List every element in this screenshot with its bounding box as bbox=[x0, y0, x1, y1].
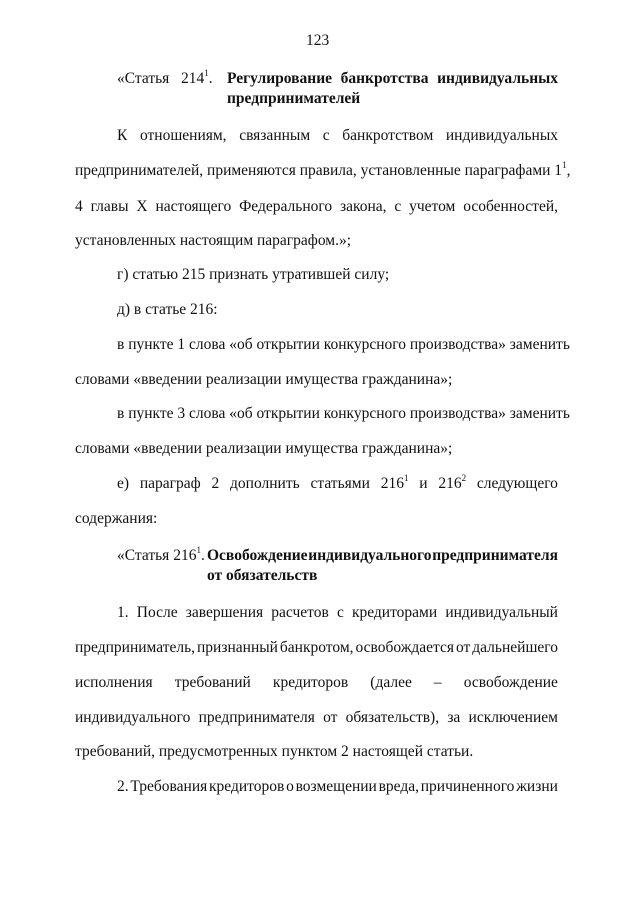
word: 2. bbox=[117, 778, 129, 795]
word: X bbox=[136, 198, 148, 215]
item-e bbox=[117, 474, 558, 494]
word: закона, bbox=[339, 198, 387, 215]
word: (далее bbox=[370, 674, 412, 691]
word: кредиторов bbox=[272, 674, 349, 691]
word: статьями bbox=[310, 475, 370, 492]
word: К bbox=[117, 127, 128, 144]
superscript: 2 bbox=[461, 473, 467, 483]
title-word: Освобождение bbox=[207, 547, 308, 564]
title-word: предпринимателя bbox=[432, 547, 558, 564]
paragraph-line bbox=[117, 126, 558, 146]
article-dot: . bbox=[208, 70, 213, 87]
item-d-point-1-line2: словами «введении реализации имущества гражданина»; bbox=[75, 371, 453, 388]
word: исполнения bbox=[75, 674, 153, 691]
word: – bbox=[433, 674, 442, 691]
word: завершения bbox=[185, 604, 264, 621]
word: с bbox=[322, 127, 330, 144]
title-word: индивидуальных bbox=[437, 70, 558, 87]
word: банкротством bbox=[342, 127, 434, 144]
word: индивидуальных bbox=[445, 127, 558, 144]
word: предпринимателя bbox=[198, 709, 315, 726]
word: особенностей, bbox=[463, 198, 558, 215]
word: 2 bbox=[211, 475, 220, 492]
word: учетом bbox=[409, 198, 456, 215]
paragraph-line bbox=[75, 197, 558, 217]
title-word: индивидуального bbox=[308, 547, 432, 564]
article-superscript: 1 bbox=[204, 68, 209, 78]
word: кредиторов bbox=[209, 778, 285, 795]
word: расчетов bbox=[271, 604, 329, 621]
word: Федерального bbox=[239, 198, 333, 215]
word: за bbox=[447, 709, 461, 726]
number: 216 bbox=[438, 475, 462, 492]
article-number: 214 bbox=[180, 70, 205, 87]
superscript: 1 bbox=[562, 160, 567, 170]
article-214-1-title bbox=[227, 69, 558, 89]
word: причиненного bbox=[420, 778, 515, 795]
word: с bbox=[336, 604, 344, 621]
superscript: 1 bbox=[403, 473, 409, 483]
word: индивидуального bbox=[75, 709, 191, 726]
word: дальнейшего bbox=[472, 639, 558, 656]
paragraph-line: установленных настоящим параграфом.»; bbox=[75, 232, 352, 249]
word: о bbox=[286, 778, 294, 795]
article-216-1-title bbox=[207, 546, 558, 566]
word: дополнить bbox=[230, 475, 300, 492]
article-prefix: «Статья bbox=[117, 547, 170, 564]
text-span: , bbox=[566, 162, 571, 179]
item-d-point-3-line2: словами «введении реализации имущества гражданина»; bbox=[75, 440, 453, 457]
word: жизни bbox=[516, 778, 558, 795]
paragraph-line bbox=[75, 708, 558, 728]
word: освобождение bbox=[463, 674, 558, 691]
title-word: банкротства bbox=[340, 70, 429, 87]
article-ref bbox=[381, 474, 409, 494]
word: и bbox=[419, 475, 428, 492]
article-number: 216 bbox=[173, 547, 197, 564]
word: с bbox=[394, 198, 402, 215]
word: 1. bbox=[117, 604, 129, 621]
article-prefix: «Статья bbox=[117, 70, 170, 87]
word: обязательств), bbox=[345, 709, 440, 726]
word: исключением bbox=[468, 709, 558, 726]
word: связанным bbox=[239, 127, 311, 144]
word: После bbox=[136, 604, 178, 621]
word: кредиторами bbox=[351, 604, 438, 621]
paragraph-line bbox=[75, 673, 558, 693]
word: отношениям, bbox=[139, 127, 227, 144]
word: Требования bbox=[130, 778, 208, 795]
paragraph-line: требований, предусмотренных пунктом 2 настоящей статьи. bbox=[75, 743, 474, 760]
article-dot: . bbox=[200, 547, 205, 564]
paragraph-line bbox=[75, 161, 570, 181]
article-216-1-title-cont: от обязательств bbox=[207, 567, 318, 584]
item-d-point-3-line1: в пункте 3 слова «об открытии конкурсного производства» заменить bbox=[117, 405, 570, 422]
article-214-1-heading bbox=[117, 69, 213, 89]
word: параграф bbox=[139, 475, 201, 492]
word: следующего bbox=[476, 475, 558, 492]
word: возмещении bbox=[295, 778, 377, 795]
word: вреда, bbox=[378, 778, 419, 795]
text-span: предпринимателей, применяются правила, установленные параграфами 1 bbox=[75, 162, 563, 179]
article-214-1-title-cont: предпринимателей bbox=[227, 90, 361, 107]
word: требований bbox=[174, 674, 251, 691]
word: от bbox=[455, 639, 471, 656]
item-d-point-1-line1: в пункте 1 слова «об открытии конкурсного производства» заменить bbox=[117, 336, 570, 353]
article-ref bbox=[438, 474, 466, 494]
paragraph-line bbox=[117, 603, 558, 623]
word: освобождается bbox=[355, 639, 455, 656]
word: главы bbox=[90, 198, 129, 215]
word: индивидуальный bbox=[445, 604, 558, 621]
word: предприниматель, bbox=[75, 639, 196, 656]
word: банкротом, bbox=[279, 639, 354, 656]
word: настоящего bbox=[155, 198, 232, 215]
number: 216 bbox=[380, 475, 404, 492]
paragraph-line bbox=[117, 777, 558, 797]
item-e-line2: содержания: bbox=[75, 510, 158, 527]
article-216-1-heading bbox=[117, 546, 205, 566]
word: е) bbox=[117, 475, 130, 492]
title-word: Регулирование bbox=[227, 70, 333, 87]
word: 4 bbox=[75, 198, 83, 215]
paragraph-line bbox=[75, 638, 558, 658]
item-d: д) в статье 216: bbox=[117, 301, 218, 318]
article-superscript: 1 bbox=[196, 545, 201, 555]
page-number: 123 bbox=[306, 32, 330, 49]
item-g: г) статью 215 признать утратившей силу; bbox=[117, 266, 390, 283]
word: признанный bbox=[197, 639, 278, 656]
word: от bbox=[323, 709, 338, 726]
